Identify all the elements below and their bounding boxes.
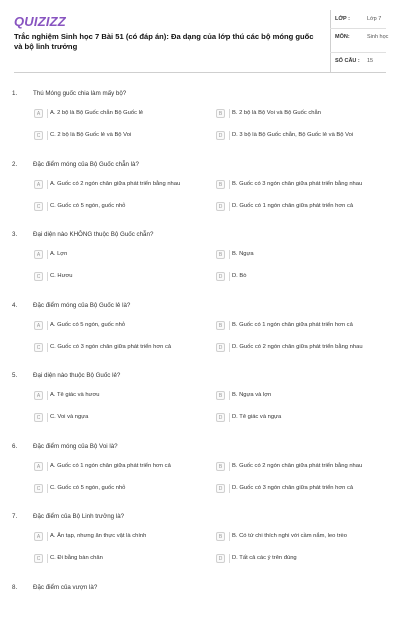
option-letter-box[interactable]: A <box>34 532 43 541</box>
worksheet-header <box>14 10 389 73</box>
option-letter-box[interactable]: D <box>216 202 225 211</box>
option-separator <box>229 250 230 259</box>
option-separator <box>47 413 48 422</box>
option-separator <box>229 554 230 563</box>
option-text: B. Có tứ chi thích nghi với cầm nắm, leo trèo <box>232 533 347 539</box>
document-title: Trắc nghiệm Sinh học 7 Bài 51 (có đáp án): Đa dạng của lớp thú các bộ móng guốc và bộ linh trưởng <box>14 32 314 51</box>
option-text: A. Lợn <box>50 251 68 257</box>
question-text: Đặc điểm của Bộ Linh trưởng là? <box>33 513 125 520</box>
option-letter-box[interactable]: A <box>34 109 43 118</box>
question-number: 5. <box>12 372 18 379</box>
option-separator <box>47 180 48 189</box>
meta-count-label: SỐ CÂU : <box>335 58 360 64</box>
option-separator <box>47 554 48 563</box>
answer-option-b[interactable] <box>216 532 396 542</box>
option-letter-box[interactable]: D <box>216 272 225 281</box>
question-item <box>0 433 400 503</box>
option-text: A. Tê giác và hươu <box>50 392 100 398</box>
option-letter-box[interactable]: C <box>34 131 43 140</box>
option-letter-box[interactable]: C <box>34 202 43 211</box>
answer-option-b[interactable] <box>216 109 396 119</box>
meta-class-label: LỚP : <box>335 16 350 22</box>
answer-option-d[interactable] <box>216 131 396 141</box>
option-separator <box>229 321 230 330</box>
option-letter-box[interactable]: B <box>216 321 225 330</box>
answer-option-a[interactable] <box>34 391 214 401</box>
question-item <box>0 292 400 362</box>
option-separator <box>47 250 48 259</box>
question-number: 3. <box>12 231 18 238</box>
option-text: C. 2 bộ là Bộ Guốc lẻ và Bộ Voi <box>50 132 132 138</box>
option-text: B. Guốc có 1 ngón chân giữa phát triển hơn cả <box>232 321 353 328</box>
question-text: Đặc điểm móng của Bộ Voi là? <box>33 442 118 450</box>
answer-option-c[interactable] <box>34 413 214 423</box>
question-number: 7. <box>12 513 18 520</box>
option-text: A. Guốc có 1 ngón chân giữa phát triển hơn cả <box>50 462 171 469</box>
question-number: 1. <box>12 90 18 97</box>
option-letter-box[interactable]: B <box>216 391 225 400</box>
option-letter-box[interactable]: B <box>216 109 225 118</box>
option-separator <box>47 202 48 211</box>
option-separator <box>47 532 48 541</box>
option-letter-box[interactable]: C <box>34 413 43 422</box>
option-text: B. Ngựa <box>232 251 254 257</box>
option-text: C. Hươu <box>50 273 73 279</box>
answer-option-a[interactable] <box>34 462 214 472</box>
question-text: Đại diện nào KHÔNG thuộc Bộ Guốc chẵn? <box>33 231 154 238</box>
option-text: C. Voi và ngựa <box>50 414 89 420</box>
answer-option-c[interactable] <box>34 272 214 282</box>
answer-option-a[interactable] <box>34 532 214 542</box>
meta-divider <box>330 28 386 29</box>
option-text: D. Guốc có 1 ngón chân giữa phát triển hơn cả <box>232 202 354 209</box>
option-letter-box[interactable]: A <box>34 391 43 400</box>
answer-option-d[interactable] <box>216 413 396 423</box>
option-text: C. Đi bằng bàn chân <box>50 555 103 561</box>
option-letter-box[interactable]: C <box>34 343 43 352</box>
answer-option-b[interactable] <box>216 391 396 401</box>
option-separator <box>229 131 230 140</box>
answer-option-c[interactable] <box>34 131 214 141</box>
question-text: Đặc điểm của vượn là? <box>33 583 98 591</box>
option-separator <box>47 321 48 330</box>
option-separator <box>229 202 230 211</box>
option-text: B. 2 bộ là Bộ Voi và Bộ Guốc chẵn <box>232 110 321 116</box>
question-item <box>0 503 400 573</box>
option-letter-box[interactable]: D <box>216 413 225 422</box>
option-separator <box>229 391 230 400</box>
option-letter-box[interactable]: C <box>34 554 43 563</box>
option-text: A. Guốc có 5 ngón, guốc nhỏ <box>50 321 126 328</box>
question-number: 6. <box>12 442 18 450</box>
meta-divider <box>330 52 386 53</box>
option-letter-box[interactable]: B <box>216 462 225 471</box>
option-text: B. Guốc có 3 ngón chân giữa phát triển bằng nhau <box>232 180 363 187</box>
option-separator <box>229 484 230 493</box>
option-separator <box>229 109 230 118</box>
question-item <box>0 574 400 644</box>
option-separator <box>47 109 48 118</box>
answer-option-c[interactable] <box>34 202 214 212</box>
option-text: B. Ngựa và lợn <box>232 392 272 398</box>
option-text: C. Guốc có 5 ngón, guốc nhỏ <box>50 484 126 491</box>
answer-option-c[interactable] <box>34 484 214 494</box>
meta-panel <box>330 10 387 72</box>
answer-option-c[interactable] <box>34 343 214 353</box>
answer-option-a[interactable] <box>34 321 214 331</box>
option-letter-box[interactable]: B <box>216 250 225 259</box>
option-separator <box>47 391 48 400</box>
option-letter-box[interactable]: D <box>216 554 225 563</box>
option-separator <box>47 484 48 493</box>
option-letter-box[interactable]: D <box>216 131 225 140</box>
answer-option-d[interactable] <box>216 554 396 564</box>
question-text: Đặc điểm móng của Bộ Guốc chẵn là? <box>33 160 139 168</box>
option-letter-box[interactable]: C <box>34 272 43 281</box>
option-separator <box>47 343 48 352</box>
option-text: D. 3 bộ là Bộ Guốc chẵn, Bộ Guốc lẻ và Bộ Voi <box>232 132 354 138</box>
quizizz-logo[interactable]: QUIZIZZ <box>14 14 66 29</box>
question-text: Đặc điểm móng của Bộ Guốc lẻ là? <box>33 301 131 309</box>
option-separator <box>229 180 230 189</box>
answer-option-b[interactable] <box>216 180 396 190</box>
option-separator <box>229 413 230 422</box>
option-letter-box[interactable]: A <box>34 250 43 259</box>
answer-option-d[interactable] <box>216 202 396 212</box>
option-letter-box[interactable]: D <box>216 343 225 352</box>
option-letter-box[interactable]: A <box>34 321 43 330</box>
question-item <box>0 221 400 291</box>
meta-subject-label: MÔN: <box>335 34 350 40</box>
meta-subject-value: Sinh học <box>367 34 389 40</box>
question-text: Đại diện nào thuộc Bộ Guốc lẻ? <box>33 372 121 379</box>
option-separator <box>229 532 230 541</box>
answer-option-a[interactable] <box>34 180 214 190</box>
option-text: A. Ăn tạp, nhưng ăn thực vật là chính <box>50 533 147 539</box>
answer-option-d[interactable] <box>216 484 396 494</box>
question-item <box>0 151 400 221</box>
answer-option-d[interactable] <box>216 272 396 282</box>
option-letter-box[interactable]: C <box>34 484 43 493</box>
option-text: C. Guốc có 3 ngón chân giữa phát triển hơn cả <box>50 343 172 350</box>
answer-option-a[interactable] <box>34 250 214 260</box>
meta-count-value: 15 <box>367 58 374 64</box>
option-separator <box>47 131 48 140</box>
option-separator <box>229 343 230 352</box>
option-separator <box>229 462 230 471</box>
option-text: D. Tê giác và ngựa <box>232 414 282 420</box>
question-item <box>0 362 400 432</box>
answer-option-b[interactable] <box>216 321 396 331</box>
question-text: Thú Móng guốc chia làm mấy bộ? <box>33 90 127 97</box>
answer-option-b[interactable] <box>216 250 396 260</box>
answer-option-a[interactable] <box>34 109 214 119</box>
option-letter-box[interactable]: D <box>216 484 225 493</box>
option-text: D. Tất cả các ý trên đúng <box>232 555 297 561</box>
question-item <box>0 80 400 150</box>
option-separator <box>229 272 230 281</box>
option-separator <box>47 462 48 471</box>
option-separator <box>47 272 48 281</box>
option-letter-box[interactable]: B <box>216 180 225 189</box>
question-number: 2. <box>12 160 18 168</box>
option-text: C. Guốc có 5 ngón, guốc nhỏ <box>50 202 126 209</box>
meta-class-value: Lớp 7 <box>367 16 382 22</box>
option-text: D. Guốc có 3 ngón chân giữa phát triển hơn cả <box>232 484 354 491</box>
option-text: D. Bò <box>232 273 247 279</box>
option-text: D. Guốc có 2 ngón chân giữa phát triển bằng nhau <box>232 343 363 350</box>
option-letter-box[interactable]: A <box>34 462 43 471</box>
option-text: A. 2 bộ là Bộ Guốc chẵn Bộ Guốc lẻ <box>50 110 144 116</box>
question-number: 4. <box>12 301 18 309</box>
answer-option-c[interactable] <box>34 554 214 564</box>
question-number: 8. <box>12 583 18 591</box>
answer-option-b[interactable] <box>216 462 396 472</box>
option-letter-box[interactable]: A <box>34 180 43 189</box>
option-text: B. Guốc có 2 ngón chân giữa phát triển bằng nhau <box>232 462 363 469</box>
option-letter-box[interactable]: B <box>216 532 225 541</box>
option-text: A. Guốc có 2 ngón chân giữa phát triển bằng nhau <box>50 180 181 187</box>
answer-option-d[interactable] <box>216 343 396 353</box>
